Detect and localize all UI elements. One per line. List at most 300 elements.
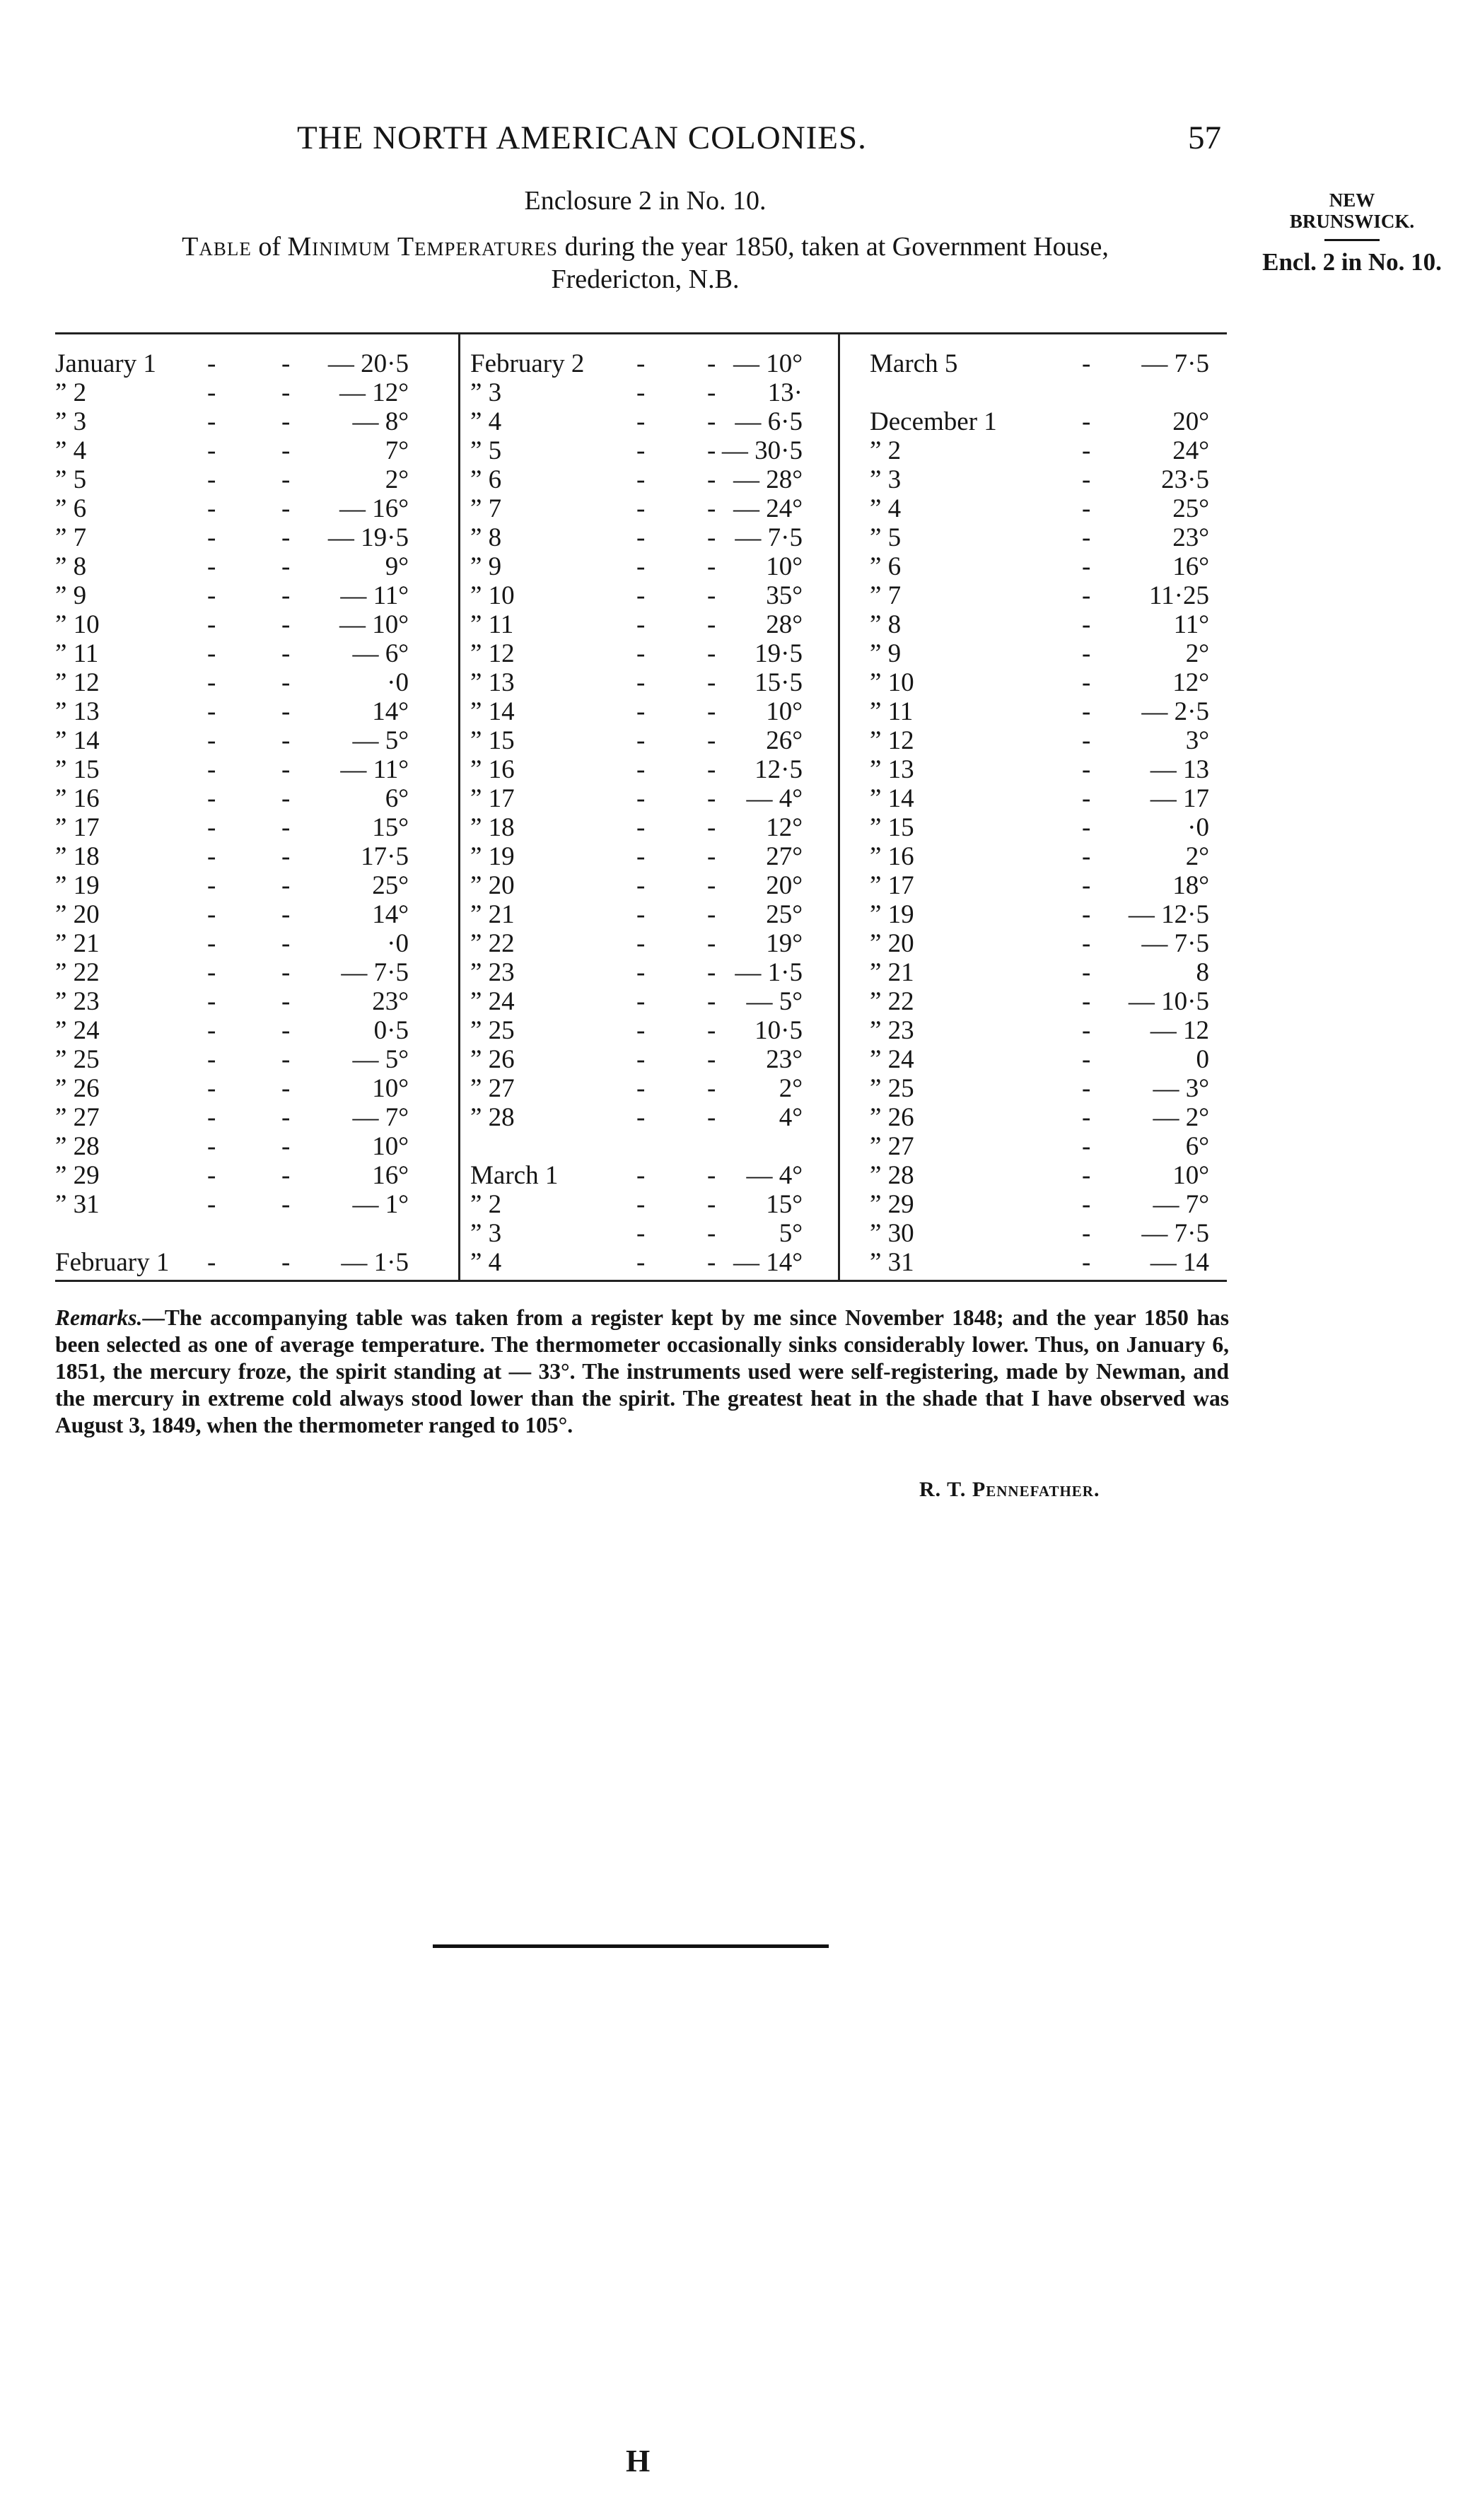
table-row (470, 726, 803, 755)
row-date: ” 10 (470, 581, 515, 610)
row-temperature: — 19·5 (327, 523, 409, 552)
margin-region-line1: NEW (1329, 189, 1375, 211)
leader-dash: - (707, 552, 716, 581)
row-date: ” 26 (470, 1045, 515, 1074)
row-temperature: — 7·5 (341, 958, 409, 987)
leader-dash: - (636, 755, 646, 784)
leader-dash: - (707, 726, 716, 755)
row-date: ” 17 (870, 871, 914, 900)
row-temperature: 28° (766, 610, 803, 639)
row-date: ” 15 (55, 755, 100, 784)
row-temperature: — 7° (1153, 1190, 1209, 1219)
leader-dash: - (207, 610, 216, 639)
row-temperature: — 11° (340, 581, 409, 610)
leader-dash: - (707, 987, 716, 1016)
table-row (470, 378, 803, 407)
row-temperature: 10° (372, 1132, 409, 1161)
leader-dash: - (281, 378, 291, 407)
row-date: ” 12 (55, 668, 100, 697)
leader-dash: - (281, 1103, 291, 1132)
table-row (870, 1074, 1209, 1103)
row-date: ” 25 (470, 1016, 515, 1045)
table-row (470, 1219, 803, 1248)
leader-dash: - (207, 552, 216, 581)
leader-dash: - (1082, 523, 1091, 552)
table-row (470, 900, 803, 929)
row-temperature: ·0 (1187, 813, 1209, 842)
remarks-lead: Remarks. (55, 1305, 143, 1330)
table-row (55, 1016, 409, 1045)
leader-dash: - (207, 958, 216, 987)
leader-dash: - (1082, 726, 1091, 755)
row-date: ” 7 (470, 494, 502, 523)
row-temperature: 0·5 (373, 1016, 409, 1045)
table-row (470, 494, 803, 523)
leader-dash: - (207, 726, 216, 755)
row-date: ” 18 (470, 813, 515, 842)
table-row (470, 871, 803, 900)
table-row (470, 1045, 803, 1074)
leader-dash: - (636, 581, 646, 610)
row-temperature: — 14 (1150, 1248, 1209, 1277)
leader-dash: - (1082, 494, 1091, 523)
row-date: December 1 (870, 407, 997, 436)
column-divider-1 (458, 334, 460, 1281)
row-date: ” 24 (55, 1016, 100, 1045)
leader-dash: - (1082, 784, 1091, 813)
table-row (55, 755, 409, 784)
table-row (55, 1161, 409, 1190)
table-caption (64, 231, 1227, 296)
row-temperature: — 10·5 (1128, 987, 1209, 1016)
leader-dash: - (207, 1045, 216, 1074)
row-temperature: 10° (1172, 1161, 1209, 1190)
row-temperature: — 14° (733, 1248, 803, 1277)
table-row (55, 929, 409, 958)
row-temperature: 6° (1185, 1132, 1209, 1161)
table-row (470, 1248, 803, 1277)
table-row (55, 436, 409, 465)
row-date: ” 14 (470, 697, 515, 726)
row-temperature: 2° (779, 1074, 803, 1103)
leader-dash: - (1082, 871, 1091, 900)
row-date: ” 23 (470, 958, 515, 987)
leader-dash: - (636, 349, 646, 378)
leader-dash: - (281, 581, 291, 610)
row-date: ” 15 (470, 726, 515, 755)
row-date: ” 19 (870, 900, 914, 929)
leader-dash: - (1082, 1219, 1091, 1248)
row-date: ” 11 (870, 697, 914, 726)
table-column-march-december (870, 349, 1209, 1277)
row-date: ” 5 (470, 436, 502, 465)
row-temperature: — 4° (746, 784, 803, 813)
row-temperature: ·0 (387, 929, 409, 958)
leader-dash: - (636, 987, 646, 1016)
row-temperature: 25° (372, 871, 409, 900)
leader-dash: - (281, 1045, 291, 1074)
leader-dash: - (636, 871, 646, 900)
row-temperature: — 2° (1153, 1103, 1209, 1132)
leader-dash: - (636, 726, 646, 755)
table-row (470, 552, 803, 581)
row-date: ” 13 (55, 697, 100, 726)
row-date: ” 3 (470, 378, 502, 407)
leader-dash: - (707, 1016, 716, 1045)
leader-dash: - (1082, 349, 1091, 378)
row-temperature: — 16° (339, 494, 409, 523)
row-temperature: 2° (385, 465, 409, 494)
leader-dash: - (281, 900, 291, 929)
table-row (55, 552, 409, 581)
leader-dash: - (281, 697, 291, 726)
row-temperature: 0 (1196, 1045, 1209, 1074)
row-date: ” 28 (470, 1103, 515, 1132)
leader-dash: - (636, 1045, 646, 1074)
leader-dash: - (636, 842, 646, 871)
row-date: ” 19 (470, 842, 515, 871)
row-temperature: — 1° (352, 1190, 409, 1219)
row-date: ” 13 (870, 755, 914, 784)
row-date: ” 29 (55, 1161, 100, 1190)
row-date: ” 3 (470, 1219, 502, 1248)
table-row (870, 1190, 1209, 1219)
row-date: ” 23 (870, 1016, 914, 1045)
row-temperature: 15° (766, 1190, 803, 1219)
leader-dash: - (1082, 755, 1091, 784)
row-temperature: — 2·5 (1141, 697, 1209, 726)
row-temperature: 10·5 (754, 1016, 803, 1045)
table-row (870, 523, 1209, 552)
row-temperature: — 7° (352, 1103, 409, 1132)
row-date: ” 16 (870, 842, 914, 871)
leader-dash: - (636, 1161, 646, 1190)
leader-dash: - (707, 436, 716, 465)
row-date: ” 5 (55, 465, 87, 494)
leader-dash: - (207, 842, 216, 871)
row-date: ” 17 (55, 813, 100, 842)
row-date: ” 3 (55, 407, 87, 436)
row-date: ” 31 (55, 1190, 100, 1219)
row-date: ” 8 (870, 610, 902, 639)
row-date: ” 27 (870, 1132, 914, 1161)
row-temperature: — 12 (1150, 1016, 1209, 1045)
row-temperature: 11·25 (1149, 581, 1209, 610)
row-date: ” 14 (55, 726, 100, 755)
row-date: ” 22 (55, 958, 100, 987)
table-row (55, 697, 409, 726)
table-row (870, 581, 1209, 610)
table-row (470, 842, 803, 871)
leader-dash: - (1082, 639, 1091, 668)
leader-dash: - (636, 784, 646, 813)
row-date: February 1 (55, 1248, 170, 1277)
leader-dash: - (1082, 552, 1091, 581)
row-date: ” 30 (870, 1219, 914, 1248)
leader-dash: - (207, 813, 216, 842)
leader-dash: - (1082, 842, 1091, 871)
signature-mark: H (626, 2444, 651, 2478)
leader-dash: - (207, 929, 216, 958)
leader-dash: - (636, 900, 646, 929)
leader-dash: - (281, 639, 291, 668)
leader-dash: - (281, 987, 291, 1016)
leader-dash: - (707, 900, 716, 929)
table-row (870, 1016, 1209, 1045)
table-row (55, 1045, 409, 1074)
table-row (870, 842, 1209, 871)
row-temperature: 23° (372, 987, 409, 1016)
row-date: January 1 (55, 349, 156, 378)
leader-dash: - (636, 610, 646, 639)
row-date: ” 31 (870, 1248, 914, 1277)
caption-temperatures-word: Temperatures (397, 232, 559, 262)
leader-dash: - (636, 523, 646, 552)
row-date: ” 11 (55, 639, 99, 668)
row-temperature: ·0 (387, 668, 409, 697)
leader-dash: - (281, 1074, 291, 1103)
leader-dash: - (207, 349, 216, 378)
row-temperature: 11° (1173, 610, 1209, 639)
leader-dash: - (207, 987, 216, 1016)
row-date: ” 12 (870, 726, 914, 755)
row-temperature: 6° (385, 784, 409, 813)
row-temperature: 3° (1185, 726, 1209, 755)
row-temperature: 10° (766, 552, 803, 581)
table-row (55, 987, 409, 1016)
table-row (470, 1190, 803, 1219)
leader-dash: - (636, 1074, 646, 1103)
leader-dash: - (707, 1074, 716, 1103)
row-temperature: 12° (1172, 668, 1209, 697)
leader-dash: - (636, 1190, 646, 1219)
table-row (870, 784, 1209, 813)
leader-dash: - (281, 755, 291, 784)
row-date: ” 4 (870, 494, 902, 523)
leader-dash: - (707, 639, 716, 668)
table-row (470, 436, 803, 465)
row-date: ” 22 (470, 929, 515, 958)
leader-dash: - (281, 494, 291, 523)
column-divider-2 (838, 334, 840, 1281)
table-column-january (55, 349, 409, 1277)
table-row (870, 494, 1209, 523)
leader-dash: - (707, 668, 716, 697)
leader-dash: - (636, 378, 646, 407)
leader-dash: - (707, 349, 716, 378)
leader-dash: - (207, 1074, 216, 1103)
row-temperature: — 12° (339, 378, 409, 407)
leader-dash: - (1082, 813, 1091, 842)
row-temperature: — 7·5 (1141, 349, 1209, 378)
leader-dash: - (281, 813, 291, 842)
table-row (470, 639, 803, 668)
row-date: ” 24 (870, 1045, 914, 1074)
table-row (55, 1190, 409, 1219)
row-temperature: — 6° (352, 639, 409, 668)
leader-dash: - (207, 755, 216, 784)
leader-dash: - (1082, 987, 1091, 1016)
leader-dash: - (636, 668, 646, 697)
table-row (870, 871, 1209, 900)
leader-dash: - (707, 378, 716, 407)
caption-minimum-word: Minimum (287, 232, 391, 262)
row-temperature: 26° (766, 726, 803, 755)
leader-dash: - (707, 494, 716, 523)
table-row (55, 784, 409, 813)
leader-dash: - (207, 1161, 216, 1190)
row-date: ” 28 (55, 1132, 100, 1161)
row-temperature: 10° (766, 697, 803, 726)
row-date: ” 27 (470, 1074, 515, 1103)
table-row (470, 465, 803, 494)
row-date: ” 21 (55, 929, 100, 958)
row-temperature: 25° (766, 900, 803, 929)
leader-dash: - (281, 1190, 291, 1219)
row-temperature: 19° (766, 929, 803, 958)
leader-dash: - (207, 523, 216, 552)
row-date: ” 4 (55, 436, 87, 465)
row-date: ” 3 (870, 465, 902, 494)
row-date: ” 20 (870, 929, 914, 958)
row-date: ” 10 (870, 668, 914, 697)
row-temperature: — 1·5 (735, 958, 803, 987)
table-row (470, 581, 803, 610)
table-row (55, 639, 409, 668)
table-row (870, 987, 1209, 1016)
leader-dash: - (707, 1190, 716, 1219)
leader-dash: - (281, 465, 291, 494)
table-row (470, 958, 803, 987)
table-row (870, 639, 1209, 668)
table-row (870, 436, 1209, 465)
table-row (470, 813, 803, 842)
caption-table-word: Table (182, 232, 252, 262)
row-temperature: — 24° (733, 494, 803, 523)
table-row (870, 726, 1209, 755)
row-date: ” 6 (470, 465, 502, 494)
leader-dash: - (207, 436, 216, 465)
table-row (470, 349, 803, 378)
row-temperature: 2° (1185, 639, 1209, 668)
row-date: ” 8 (55, 552, 87, 581)
row-date: ” 7 (870, 581, 902, 610)
leader-dash: - (636, 697, 646, 726)
leader-dash: - (1082, 436, 1091, 465)
leader-dash: - (707, 1045, 716, 1074)
leader-dash: - (281, 1248, 291, 1277)
leader-dash: - (636, 552, 646, 581)
row-temperature: 5° (779, 1219, 803, 1248)
leader-dash: - (707, 755, 716, 784)
row-date: ” 28 (870, 1161, 914, 1190)
table-row (470, 1132, 803, 1161)
leader-dash: - (1082, 1074, 1091, 1103)
leader-dash: - (1082, 668, 1091, 697)
row-temperature: — 1·5 (341, 1248, 409, 1277)
leader-dash: - (281, 842, 291, 871)
leader-dash: - (636, 639, 646, 668)
row-date: ” 26 (870, 1103, 914, 1132)
row-temperature: — 7·5 (1141, 929, 1209, 958)
row-temperature: 14° (372, 900, 409, 929)
row-date: ” 2 (470, 1190, 502, 1219)
leader-dash: - (207, 784, 216, 813)
remarks-paragraph (55, 1305, 1229, 1439)
row-date: ” 4 (470, 407, 502, 436)
row-temperature: 9° (385, 552, 409, 581)
row-date: ” 2 (870, 436, 902, 465)
table-row (55, 494, 409, 523)
leader-dash: - (207, 378, 216, 407)
row-temperature: — 5° (352, 726, 409, 755)
row-date: ” 13 (470, 668, 515, 697)
table-bottom-rule (55, 1280, 1227, 1282)
leader-dash: - (281, 958, 291, 987)
table-row (870, 1132, 1209, 1161)
leader-dash: - (636, 1219, 646, 1248)
row-date: ” 16 (55, 784, 100, 813)
table-row (870, 407, 1209, 436)
leader-dash: - (707, 407, 716, 436)
table-row (55, 407, 409, 436)
table-row (55, 668, 409, 697)
row-date: ” 12 (470, 639, 515, 668)
table-row (55, 900, 409, 929)
row-temperature: — 7·5 (735, 523, 803, 552)
row-temperature: 23·5 (1161, 465, 1209, 494)
table-row (55, 523, 409, 552)
row-temperature: — 30·5 (721, 436, 803, 465)
row-temperature: 2° (1185, 842, 1209, 871)
leader-dash: - (1082, 465, 1091, 494)
row-date: ” 6 (870, 552, 902, 581)
bottom-rule (433, 1944, 829, 1948)
table-row (870, 929, 1209, 958)
table-row (55, 581, 409, 610)
row-date: ” 19 (55, 871, 100, 900)
row-temperature: — 12·5 (1128, 900, 1209, 929)
row-date: ” 15 (870, 813, 914, 842)
leader-dash: - (207, 581, 216, 610)
table-row (870, 465, 1209, 494)
leader-dash: - (636, 1016, 646, 1045)
row-temperature: — 6·5 (735, 407, 803, 436)
row-date: ” 11 (470, 610, 514, 639)
caption-rest-line1: during the year 1850, taken at Government House, (564, 232, 1109, 262)
row-date: ” 8 (470, 523, 502, 552)
table-row (470, 929, 803, 958)
row-temperature: — 5° (352, 1045, 409, 1074)
leader-dash: - (207, 900, 216, 929)
leader-dash: - (707, 523, 716, 552)
leader-dash: - (207, 639, 216, 668)
caption-line2: Fredericton, N.B. (551, 264, 740, 294)
row-temperature: 15° (372, 813, 409, 842)
table-row (55, 465, 409, 494)
row-date: ” 26 (55, 1074, 100, 1103)
leader-dash: - (1082, 958, 1091, 987)
margin-enclosure-ref: Encl. 2 in No. 10. (1262, 248, 1442, 276)
leader-dash: - (1082, 1045, 1091, 1074)
leader-dash: - (1082, 929, 1091, 958)
row-temperature: — 13 (1150, 755, 1209, 784)
table-row (55, 958, 409, 987)
table-row (470, 1103, 803, 1132)
row-date: ” 25 (55, 1045, 100, 1074)
table-row (470, 697, 803, 726)
row-temperature: 23° (1172, 523, 1209, 552)
